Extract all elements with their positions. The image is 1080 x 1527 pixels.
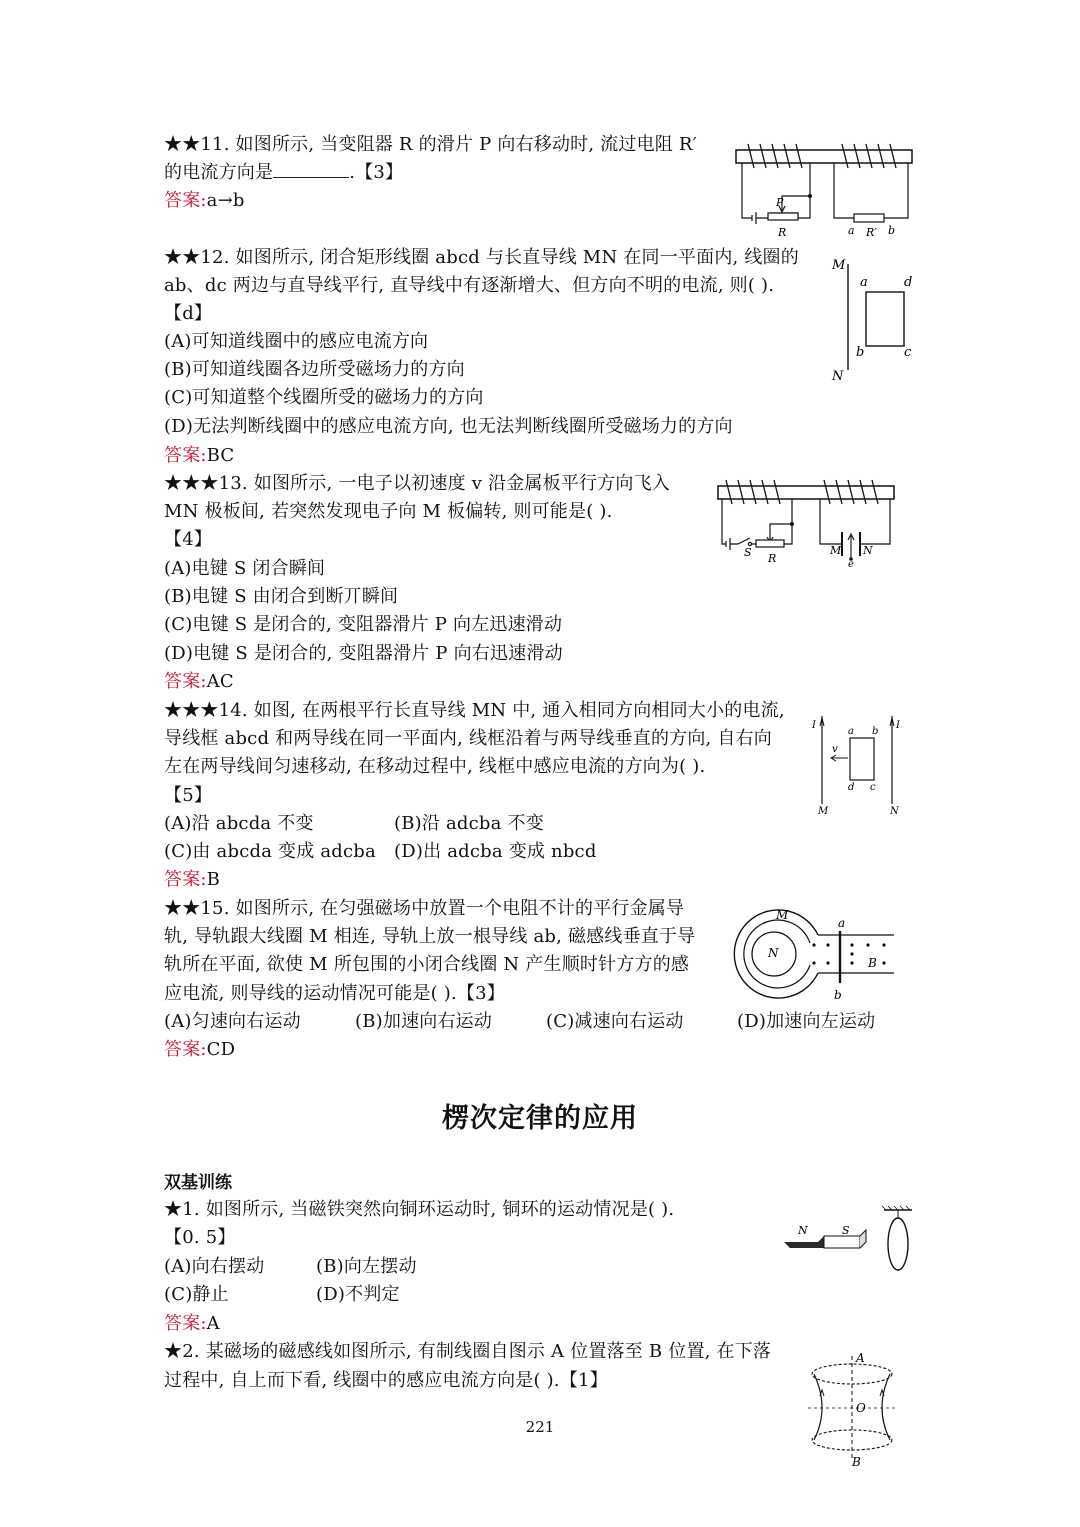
q14-figure (808, 712, 908, 818)
s1-options-row2 (164, 1281, 400, 1309)
section-title: 楞次定律的应用 (442, 1103, 638, 1134)
q11-line2-pre: 的电流方向是 (164, 162, 274, 183)
q14-line3: 左在两导线间匀速移动, 在移动过程中, 线框中感应电流的方向为( ). (164, 756, 706, 777)
q14-option-a: (A)沿 abcda 不变 (164, 813, 314, 834)
s1-options-row1 (164, 1253, 417, 1281)
q14-answer-label: 答案: (164, 869, 207, 890)
q12-option-d: (D)无法判断线圈中的感应电流方向, 也无法判断线圈所受磁场力的方向 (164, 416, 733, 437)
q14-label-n: N (890, 806, 899, 817)
s1-label-s: S (842, 1224, 850, 1237)
q15-label-field-b: B (868, 956, 877, 970)
q12-line1: ★★12. 如图所示, 闭合矩形线圈 abcd 与长直导线 MN 在同一平面内, 线圈的 (164, 247, 799, 268)
q13-answer-label: 答案: (164, 671, 207, 692)
q11-junction-dot (808, 194, 812, 198)
s2-label-b: B (852, 1455, 861, 1469)
q13-line3: 【4】 (164, 529, 213, 550)
q11-label-r: R (778, 226, 787, 239)
q15-option-a: (A)匀速向右运动 (164, 1011, 301, 1032)
q11-label-r-prime: R′ (866, 226, 877, 239)
q13-option-c: (C)电键 S 是闭合的, 变阻器滑片 P 向左迅速滑动 (164, 614, 563, 635)
q15-options-row (164, 1008, 875, 1036)
q11-resistor-r-prime (854, 214, 884, 222)
s2-label-a: A (856, 1351, 865, 1365)
q12-label-a: a (860, 275, 868, 290)
q13-label-e: e (848, 559, 854, 568)
q15-label-a: a (838, 916, 846, 930)
q13-option-d: (D)电键 S 是闭合的, 变阻器滑片 P 向右迅速滑动 (164, 643, 563, 664)
q12-option-b: (B)可知道线圈各边所受磁场力的方向 (164, 359, 465, 380)
q11-answer-value: a→b (206, 190, 245, 211)
q13-circuit-right (820, 499, 890, 544)
q11-circuit-right (834, 163, 908, 218)
q14-frame-abcd (850, 738, 874, 780)
s1-label-n: N (798, 1224, 808, 1237)
q11-answer-label: 答案: (164, 190, 207, 211)
q15-label-b: b (834, 988, 842, 1002)
q13-label-n: N (863, 544, 873, 557)
q14-label-m: M (818, 806, 829, 817)
q15-option-b: (B)加速向右运动 (355, 1011, 493, 1032)
q12-coil-abcd (866, 292, 904, 346)
q14-options-row1 (164, 810, 544, 838)
s2-figure (800, 1348, 904, 1470)
q13-figure (712, 476, 902, 568)
q14-line1: ★★★14. 如图, 在两根平行长直导线 MN 中, 通入相同方向相同大小的电流, (164, 700, 785, 721)
q15-line2: 轨, 导轨跟大线圈 M 相连, 导轨上放一根导线 ab, 磁感线垂直于导 (164, 926, 696, 947)
s1-option-b: (B)向左摆动 (316, 1256, 417, 1277)
q13-label-m: M (830, 544, 842, 557)
q11-line2-post: .【3】 (349, 162, 404, 183)
q15-answer-label: 答案: (164, 1039, 207, 1060)
q14-label-i-right: I (896, 720, 900, 731)
q15-label-n: N (768, 946, 779, 960)
s2-label-o: O (856, 1401, 866, 1415)
q13-line2: MN 极板间, 若突然发现电子向 M 板偏转, 则可能是( ). (164, 501, 613, 522)
s1-option-d: (D)不判定 (316, 1284, 400, 1305)
q13-option-a: (A)电键 S 闭合瞬间 (164, 558, 326, 579)
q13-rheostat (756, 540, 784, 547)
q13-answer (164, 668, 234, 696)
q14-label-v: v (832, 744, 838, 755)
q15-answer (164, 1036, 235, 1064)
s1-line2: 【0. 5】 (164, 1227, 236, 1248)
s1-figure (780, 1204, 920, 1276)
q13-junction-dot (790, 522, 794, 526)
q14-options-row2 (164, 838, 597, 866)
s1-answer (164, 1310, 220, 1338)
q11-answer (164, 187, 245, 215)
q12-label-m: M (832, 258, 846, 273)
q13-electron-velocity-arrow (848, 534, 854, 558)
q13-answer-value: AC (206, 671, 234, 692)
s2-line2: 过程中, 自上而下看, 线圈中的感应电流方向是( ).【1】 (164, 1370, 608, 1391)
q13-iron-core (718, 486, 894, 499)
q11-rheostat (768, 213, 798, 220)
q14-line4: 【5】 (164, 785, 213, 806)
q11-label-b: b (888, 224, 896, 237)
s1-answer-value: A (206, 1313, 220, 1334)
q14-label-a: a (848, 726, 854, 737)
q13-label-r: R (768, 552, 777, 565)
q12-label-n: N (832, 369, 844, 384)
q15-option-c: (C)减速向右运动 (546, 1011, 684, 1032)
q14-option-d: (D)出 adcba 变成 nbcd (394, 841, 597, 862)
q14-label-c: c (870, 782, 876, 793)
s1-answer-label: 答案: (164, 1313, 207, 1334)
s1-option-a: (A)向右摆动 (164, 1256, 265, 1277)
s1-magnet-end-face (860, 1230, 866, 1248)
q11-label-a: a (848, 224, 855, 237)
q14-velocity-arrow (831, 755, 848, 761)
q11-line2 (164, 159, 403, 187)
q12-figure (824, 252, 924, 386)
q12-label-d: d (904, 275, 913, 290)
q11-label-p: P (776, 196, 784, 209)
q14-option-b: (B)沿 adcba 不变 (394, 813, 544, 834)
q12-line3: 【d】 (164, 303, 213, 324)
q11-line1: ★★11. 如图所示, 当变阻器 R 的滑片 P 向右移动时, 流过电阻 R′ (164, 134, 697, 155)
s1-magnet-s-end (824, 1236, 860, 1248)
q12-answer (164, 442, 234, 470)
q15-option-d: (D)加速向左运动 (737, 1011, 876, 1032)
s1-copper-ring (888, 1218, 908, 1270)
q14-label-b: b (872, 726, 879, 737)
q12-label-c: c (904, 345, 912, 360)
q14-answer-value: B (206, 869, 221, 890)
s2-line1: ★2. 某磁场的磁感线如图所示, 有制线圈自图示 A 位置落至 B 位置, 在下落 (164, 1341, 772, 1362)
q12-line2: ab、dc 两边与直导线平行, 直导线中有逐渐增大、但方向不明的电流, 则( ). (164, 275, 775, 296)
q14-label-i-left: I (812, 720, 816, 731)
page-number: 221 (525, 1418, 555, 1436)
q15-line4: 应电流, 则导线的运动情况可能是( ).【3】 (164, 983, 505, 1004)
q14-label-d: d (848, 782, 855, 793)
q15-line3: 轨所在平面, 欲使 M 所包围的小闭合线圈 N 产生顺时针方方的感 (164, 954, 690, 975)
q11-blank (273, 161, 349, 178)
q12-answer-value: BC (206, 445, 235, 466)
q15-label-m: M (776, 908, 789, 922)
q12-option-c: (C)可知道整个线圈所受的磁场力的方向 (164, 387, 484, 408)
q12-label-b: b (856, 345, 865, 360)
q11-figure (730, 138, 920, 240)
section-subtitle: 双基训练 (164, 1173, 232, 1193)
q13-line1: ★★★13. 如图所示, 一电子以初速度 v 沿金属板平行方向飞入 (164, 473, 671, 494)
q12-option-a: (A)可知道线圈中的感应电流方向 (164, 331, 429, 352)
q14-option-c: (C)由 abcda 变成 adcba (164, 841, 376, 862)
s1-line1: ★1. 如图所示, 当磁铁突然向铜环运动时, 铜环的运动情况是( ). (164, 1199, 675, 1220)
q15-figure (722, 905, 898, 1007)
q14-answer (164, 866, 220, 894)
s1-option-c: (C)静止 (164, 1284, 229, 1305)
q15-answer-value: CD (206, 1039, 236, 1060)
q15-line1: ★★15. 如图所示, 在匀强磁场中放置一个电阻不计的平行金属导 (164, 898, 685, 919)
q12-answer-label: 答案: (164, 445, 207, 466)
q14-line2: 导线框 abcd 和两导线在同一平面内, 线框沿着与两导线垂直的方向, 自右向 (164, 728, 772, 749)
q13-label-s: S (744, 546, 752, 559)
q13-option-b: (B)电键 S 由闭合到断丌瞬间 (164, 586, 399, 607)
